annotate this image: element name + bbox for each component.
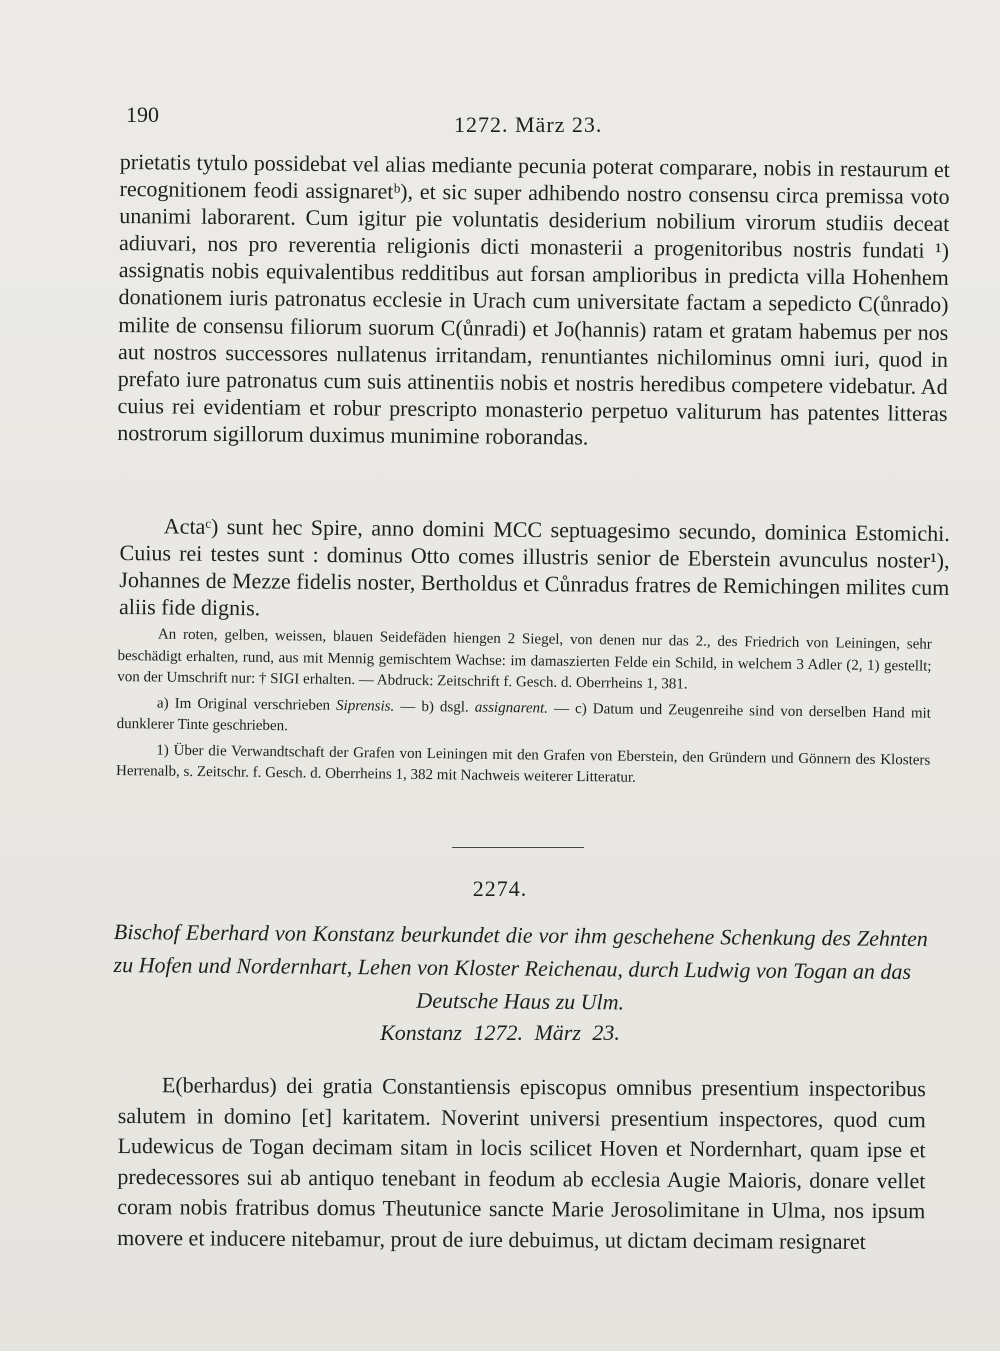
previous-document-text	[117, 148, 950, 454]
running-head	[124, 100, 940, 140]
document-paragraph: E(berhardus) dei gratia Constantiensis episcopus omnibus presentium inspectoribus salutem in domino [et] karitatem. Noverint universi presentium inspectores, quod cum Ludewicus de Togan decimam sitam in locis scilicet Hoven et Nordernhart, quam ipse et predecessores sui ab antiquo tenebant in feodum ab ecclesia Augie Maioris, donare vellet coram nobis fratribus domus Theutunice sancte Marie Jerosolimitane in Ulma, nos ipsum movere et inducere nitebamur, prout de iure debuimus, ut dictam decimam resignaret	[117, 1072, 926, 1254]
note-a-word2: assignarent.	[474, 699, 549, 717]
regest-text: Bischof Eberhard von Konstanz beurkundet die vor ihm geschehene Schenkung des Zehnten zu Hofen und Nordernhart, Lehen von Kloster Reichenau, durch Ludwig von Togan an das	[113, 918, 928, 984]
text-critical-note	[117, 692, 931, 746]
regest-last-line: Deutsche Haus zu Ulm.	[416, 987, 625, 1015]
dateline: Konstanz 1272. März 23.	[380, 1020, 620, 1045]
seal-description: An roten, gelben, weissen, blauen Seidefäden hiengen 2 Siegel, von denen nur das 2., des Friedrich von Leiningen, sehr beschädigt erhalten, rund, aus mit Mennig gemischtem Wachse: im damaszierten Felde ein Schild, in welchem 3 Adler (2, 1) gestellt; von der Umschrift nur: † SIGI erhalten. — Abdruck: Zeitschrift f. Gesch. d. Oberrheins 1, 381.	[117, 626, 932, 693]
page-number: 190	[126, 102, 159, 127]
note-a-mid: — b) dsgl.	[394, 698, 475, 716]
footnote-1: 1) Über die Verwandtschaft der Grafen von Leiningen mit den Grafen von Eberstein, den Gründern und Gönnern des Klosters Herrenalb, s. Zeitschr. f. Gesch. d. Oberrheins 1, 382 mit Nachweis weiterer Litteratur.	[115, 742, 931, 786]
document-number: 2274.	[472, 876, 528, 901]
body-paragraph: prietatis tytulo possidebat vel alias mediante pecunia poterat comparare, nobis in restaurum et recognitionem feodi assignaretᵇ), et sic super adhibendo nostro consensu circa premissa voto unanimi laborarent. Cum igitur pie voluntatis desiderium nobilium virorum studiis deceat adiuvari, nos pro reverentia religionis dicti monasterii a progenitoribus nostris fundati ¹) assignatis nobis equivalentibus redditibus aut forsan amplioribus in predicta villa Hohenhem donationem iuris patronatus ecclesie in Urach cum universitate factam a sepedicto C(ůnrado) milite de consensu filiorum suorum C(ůnradi) et Jo(hannis) ratam et gratam habemus per nos aut nostros successores nullatenus irritandam, renuntiantes nichilominus omni iuri, quod in prefato iure patronatus cum suis attinentiis nobis et nostris heredibus competere videbatur. Ad cuius rei evidentiam et robur prescripto monasterio perpetuo valiturum has patentes litteras nostrorum sigillorum duximus munimine roborandas.	[117, 148, 950, 450]
running-title: 1272. März 23.	[454, 112, 603, 137]
section-divider	[452, 847, 584, 848]
regest	[113, 915, 928, 1021]
note-a-word1: Siprensis.	[336, 697, 395, 715]
acta-paragraph: Actaᶜ) sunt hec Spire, anno domini MCC septuagesimo secundo, dominica Estomichi. Cuius rei testes sunt : dominus Otto comes illustris senior de Eberstein avunculus noster¹), Johannes de Mezze fidelis noster, Bertholdus et Cůnradus fratres de Remichingen milites cum aliis fide dignis.	[118, 513, 950, 621]
footnotes	[116, 624, 932, 797]
acta-paragraph-block	[119, 512, 950, 628]
note-a-prefix: a) Im Original verschrieben	[156, 695, 337, 714]
document-text	[117, 1070, 926, 1257]
note-a-suffix: — c) Datum und Zeugenreihe sind von derselben Hand mit dunklerer Tinte geschrieben.	[116, 700, 932, 735]
